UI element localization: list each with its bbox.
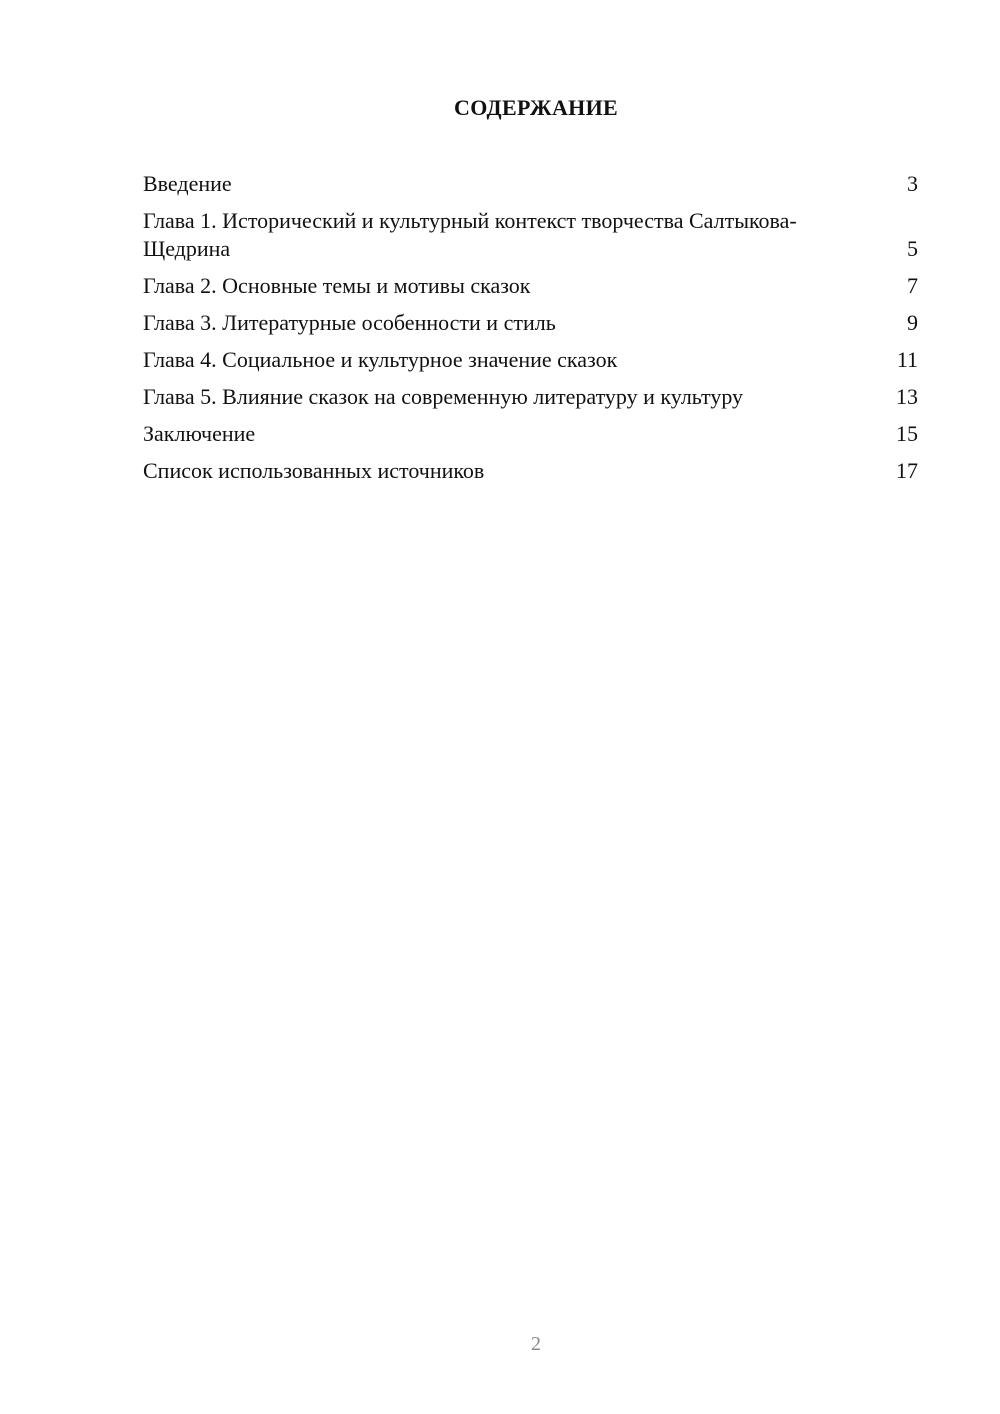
toc-entry-label: Глава 4. Социальное и культурное значение сказок (143, 347, 618, 372)
toc-entry-chapter-5[interactable] (143, 383, 918, 411)
toc-entry-page: 11 (896, 347, 918, 372)
toc-entry-page: 13 (896, 384, 918, 409)
toc-entry-page: 7 (907, 273, 918, 298)
toc-entry-page: 3 (907, 171, 918, 196)
toc-entry-sources[interactable] (143, 457, 918, 485)
toc-entry-label: Глава 1. Исторический и культурный контекст творчества Салтыкова-Щедрина (143, 208, 797, 261)
toc-entry-chapter-4[interactable] (143, 346, 918, 374)
toc-entry-label: Введение (143, 171, 232, 196)
page-number: 2 (531, 1333, 541, 1355)
toc-entry-chapter-3[interactable] (143, 309, 918, 337)
toc-entry-chapter-2[interactable] (143, 272, 918, 300)
toc-entry-label: Глава 3. Литературные особенности и стиль (143, 310, 556, 335)
table-of-contents (143, 170, 918, 494)
toc-entry-label: Заключение (143, 421, 256, 446)
toc-entry-page: 17 (896, 458, 918, 483)
toc-entry-page: 9 (907, 310, 918, 335)
toc-entry-introduction[interactable] (143, 170, 918, 198)
toc-entry-page: 5 (907, 236, 918, 261)
toc-title: СОДЕРЖАНИЕ (454, 95, 618, 120)
toc-entry-label: Глава 5. Влияние сказок на современную литературу и культуру (143, 384, 744, 409)
toc-entry-label: Глава 2. Основные темы и мотивы сказок (143, 273, 531, 298)
toc-entry-conclusion[interactable] (143, 420, 918, 448)
toc-entry-label: Список использованных источников (143, 458, 485, 483)
toc-entry-page: 15 (896, 421, 918, 446)
toc-entry-chapter-1[interactable] (143, 207, 918, 263)
